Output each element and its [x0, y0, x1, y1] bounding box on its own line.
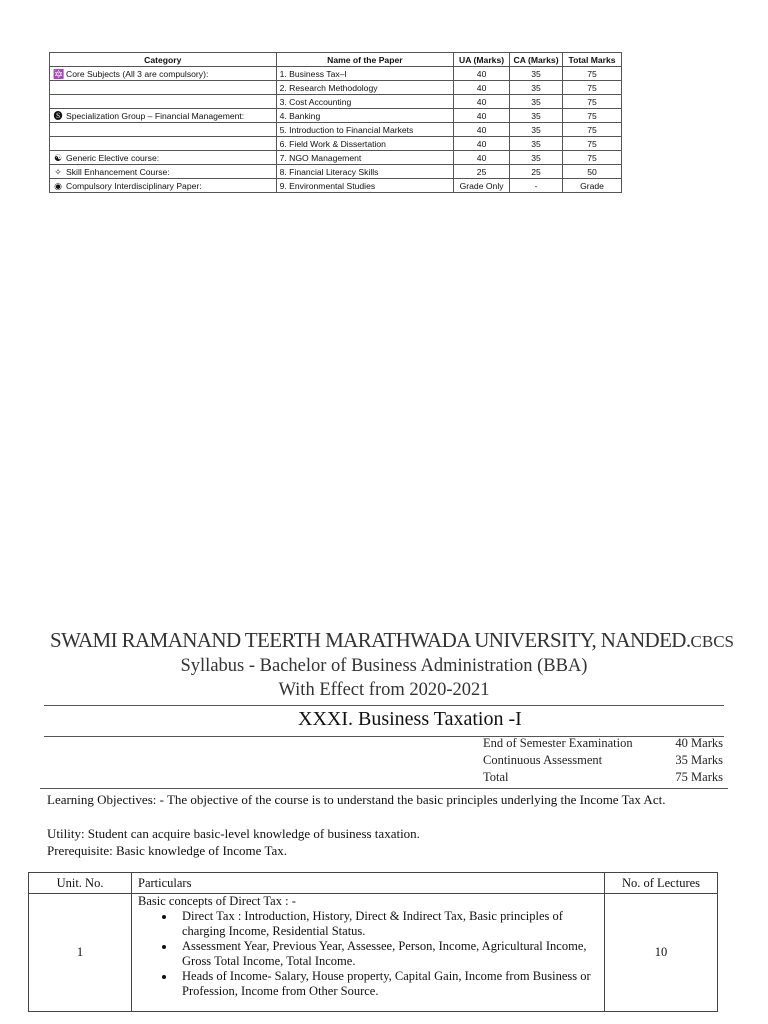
cell-total: 75 [563, 137, 622, 151]
cell-ca: 25 [510, 165, 563, 179]
cell-category [50, 81, 277, 95]
university-name: SWAMI RAMANAND TEERTH MARATHWADA UNIVERSITY, NANDED. [50, 628, 691, 652]
cell-ca: 35 [510, 137, 563, 151]
category-table-row [50, 67, 622, 81]
cell-total: 75 [563, 109, 622, 123]
header-paper: Name of the Paper [276, 53, 454, 67]
category-label: Specialization Group – Financial Management: [66, 110, 245, 121]
marks-label: End of Semester Examination [483, 736, 633, 750]
prerequisite-text: Prerequisite: Basic knowledge of Income Tax. [47, 843, 288, 858]
syllabus-subtitle: Syllabus - Bachelor of Business Administration (BBA) [180, 656, 588, 676]
marks-breakdown [483, 735, 723, 786]
cell-category [50, 95, 277, 109]
course-title: XXXI. Business Taxation -I [298, 708, 522, 730]
cell-total: 75 [563, 123, 622, 137]
learning-objectives: Learning Objectives: - The objective of the course is to understand the basic principles underlying the Income Tax Act. [47, 792, 666, 807]
cell-ca: 35 [510, 109, 563, 123]
cell-paper: 7. NGO Management [276, 151, 454, 165]
category-icon: ◉ [54, 180, 62, 191]
category-table-row [50, 165, 622, 179]
category-table-row [50, 81, 622, 95]
divider-objectives [40, 788, 728, 789]
header-total: Total Marks [563, 53, 622, 67]
marks-row [483, 752, 723, 769]
cell-ua: 40 [454, 95, 510, 109]
header-ua: UA (Marks) [454, 53, 510, 67]
cell-category [50, 109, 277, 123]
cell-paper: 2. Research Methodology [276, 81, 454, 95]
unit-particulars [132, 894, 605, 1012]
cell-ua: 40 [454, 67, 510, 81]
cell-category [50, 137, 277, 151]
university-title [50, 628, 734, 653]
unit-row [29, 894, 718, 1012]
cell-ca: 35 [510, 95, 563, 109]
category-table-row [50, 179, 622, 193]
category-table-row [50, 109, 622, 123]
category-table-body [50, 67, 622, 193]
category-label: Generic Elective course: [66, 152, 160, 163]
category-label: Compulsory Interdisciplinary Paper: [66, 180, 202, 191]
cell-total: 50 [563, 165, 622, 179]
marks-row [483, 735, 723, 752]
category-table-row [50, 151, 622, 165]
marks-label: Total [483, 770, 509, 784]
unit-table-header [29, 873, 718, 894]
unit-number: 1 [29, 894, 132, 1012]
cell-ua: 40 [454, 109, 510, 123]
cbcs-label: CBCS [690, 632, 734, 651]
header-category: Category [50, 53, 277, 67]
cell-category [50, 151, 277, 165]
divider-top [44, 705, 724, 706]
category-table-header [50, 53, 622, 67]
cell-paper: 3. Cost Accounting [276, 95, 454, 109]
cell-ca: - [510, 179, 563, 193]
marks-value: 35 Marks [675, 753, 723, 767]
cell-ua: 40 [454, 151, 510, 165]
category-icon: 🅢 [53, 110, 63, 121]
cell-total: Grade [563, 179, 622, 193]
category-table-row [50, 137, 622, 151]
cell-ca: 35 [510, 81, 563, 95]
unit-topic-list [138, 909, 600, 999]
cell-paper: 6. Field Work & Dissertation [276, 137, 454, 151]
cell-total: 75 [563, 67, 622, 81]
cell-ua: 40 [454, 81, 510, 95]
cell-ca: 35 [510, 67, 563, 81]
cell-ua: 25 [454, 165, 510, 179]
header-particulars: Particulars [132, 873, 605, 894]
cell-category [50, 123, 277, 137]
unit-topic: • Heads of Income- Salary, House property, Capital Gain, Income from Business or Profession, Income from Other Source. [176, 969, 600, 999]
cell-paper: 9. Environmental Studies [276, 179, 454, 193]
category-label: Core Subjects (All 3 are compulsory): [66, 68, 209, 79]
cell-paper: 4. Banking [276, 109, 454, 123]
marks-value: 75 Marks [675, 770, 723, 784]
cell-total: 75 [563, 95, 622, 109]
header-lectures: No. of Lectures [605, 873, 718, 894]
effective-year: With Effect from 2020-2021 [278, 680, 490, 700]
category-table-row [50, 123, 622, 137]
cell-paper: 1. Business Tax–I [276, 67, 454, 81]
cell-paper: 5. Introduction to Financial Markets [276, 123, 454, 137]
marks-label: Continuous Assessment [483, 753, 603, 767]
cell-ua: 40 [454, 123, 510, 137]
category-icon: ✧ [54, 166, 62, 177]
category-table [49, 52, 622, 193]
category-label: Skill Enhancement Course: [66, 166, 170, 177]
cell-category [50, 179, 277, 193]
unit-lectures: 10 [605, 894, 718, 1012]
cell-ua: 40 [454, 137, 510, 151]
header-unit-no: Unit. No. [29, 873, 132, 894]
utility-text: Utility: Student can acquire basic-level knowledge of business taxation. [47, 826, 420, 841]
marks-value: 40 Marks [675, 736, 723, 750]
unit-heading: Basic concepts of Direct Tax : - [138, 894, 296, 908]
unit-table [28, 872, 718, 1012]
cell-ca: 35 [510, 151, 563, 165]
cell-total: 75 [563, 151, 622, 165]
unit-table-body [29, 894, 718, 1012]
cell-paper: 8. Financial Literacy Skills [276, 165, 454, 179]
unit-topic: • Assessment Year, Previous Year, Assessee, Person, Income, Agricultural Income, Gross Total Income, Total Income. [176, 939, 600, 969]
category-icon: ☯ [53, 152, 63, 163]
category-icon: 🔯 [53, 68, 65, 79]
cell-ua: Grade Only [454, 179, 510, 193]
cell-total: 75 [563, 81, 622, 95]
header-ca: CA (Marks) [510, 53, 563, 67]
cell-category [50, 67, 277, 81]
unit-topic: • Direct Tax : Introduction, History, Direct & Indirect Tax, Basic principles of charging Income, Residential Status. [176, 909, 600, 939]
category-table-row [50, 95, 622, 109]
cell-ca: 35 [510, 123, 563, 137]
cell-category [50, 165, 277, 179]
marks-row [483, 769, 723, 786]
